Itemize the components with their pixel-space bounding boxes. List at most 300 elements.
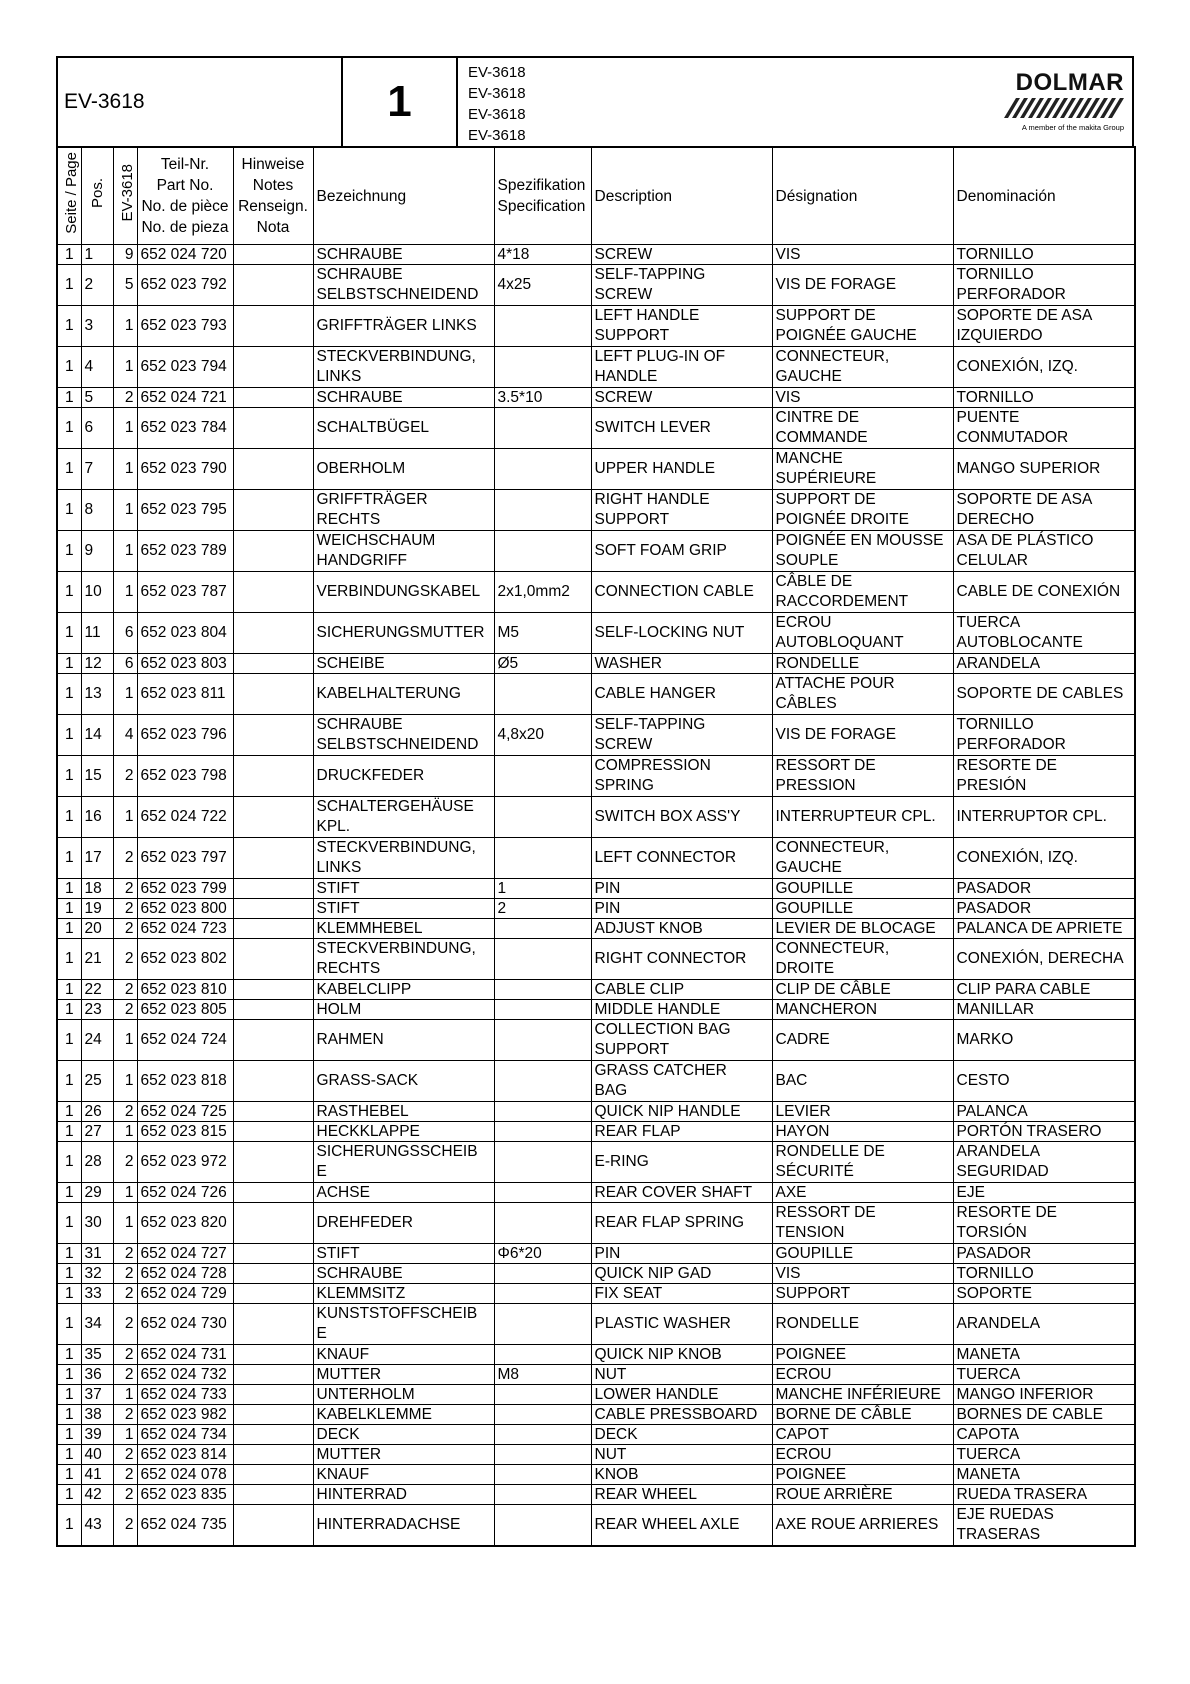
- col-qty: EV-3618: [113, 147, 137, 245]
- cell-pos: 38: [81, 1405, 113, 1425]
- cell-pos: 36: [81, 1365, 113, 1385]
- cell-page: 1: [57, 1122, 81, 1142]
- cell-denominacion: CLIP PARA CABLE: [953, 980, 1135, 1000]
- cell-description: REAR WHEEL: [591, 1485, 772, 1505]
- table-row: [57, 1020, 1135, 1061]
- cell-part-no: 652 024 731: [137, 1345, 233, 1365]
- logo-stripes-icon: [1000, 96, 1124, 120]
- cell-pos: 32: [81, 1264, 113, 1284]
- table-row: [57, 1445, 1135, 1465]
- cell-bezeichnung: STECKVERBINDUNG, LINKS: [313, 838, 494, 879]
- cell-bezeichnung: KNAUF: [313, 1465, 494, 1485]
- cell-notes: [233, 1345, 313, 1365]
- cell-bezeichnung: KABELKLEMME: [313, 1405, 494, 1425]
- cell-denominacion: INTERRUPTOR CPL.: [953, 797, 1135, 838]
- table-row: [57, 1465, 1135, 1485]
- cell-notes: [233, 1505, 313, 1547]
- cell-bezeichnung: GRASS-SACK: [313, 1061, 494, 1102]
- cell-denominacion: CABLE DE CONEXIÓN: [953, 572, 1135, 613]
- cell-pos: 40: [81, 1445, 113, 1465]
- cell-pos: 18: [81, 879, 113, 899]
- cell-spec: 1: [494, 879, 591, 899]
- cell-designation: HAYON: [772, 1122, 953, 1142]
- cell-designation: SUPPORT: [772, 1284, 953, 1304]
- cell-bezeichnung: DECK: [313, 1425, 494, 1445]
- cell-description: REAR FLAP SPRING: [591, 1203, 772, 1244]
- cell-notes: [233, 347, 313, 388]
- cell-qty: 1: [113, 1183, 137, 1203]
- cell-page: 1: [57, 490, 81, 531]
- cell-denominacion: TORNILLO: [953, 245, 1135, 265]
- table-row: [57, 1244, 1135, 1264]
- cell-page: 1: [57, 879, 81, 899]
- cell-spec: [494, 449, 591, 490]
- table-row: [57, 531, 1135, 572]
- cell-denominacion: TUERCA: [953, 1445, 1135, 1465]
- cell-page: 1: [57, 980, 81, 1000]
- cell-bezeichnung: UNTERHOLM: [313, 1385, 494, 1405]
- cell-notes: [233, 1445, 313, 1465]
- cell-qty: 2: [113, 899, 137, 919]
- cell-description: LEFT CONNECTOR: [591, 838, 772, 879]
- cell-spec: [494, 1000, 591, 1020]
- cell-notes: [233, 1485, 313, 1505]
- cell-page: 1: [57, 1345, 81, 1365]
- parts-list-sheet: [56, 56, 1134, 1547]
- cell-description: E-RING: [591, 1142, 772, 1183]
- table-row: [57, 1405, 1135, 1425]
- cell-denominacion: TUERCA: [953, 1365, 1135, 1385]
- cell-description: SWITCH BOX ASS'Y: [591, 797, 772, 838]
- cell-bezeichnung: KLEMMHEBEL: [313, 919, 494, 939]
- col-bezeichnung: Bezeichnung: [313, 147, 494, 245]
- cell-designation: GOUPILLE: [772, 899, 953, 919]
- cell-spec: [494, 1445, 591, 1465]
- cell-pos: 27: [81, 1122, 113, 1142]
- table-row: [57, 1365, 1135, 1385]
- cell-notes: [233, 1425, 313, 1445]
- table-row: [57, 449, 1135, 490]
- cell-page: 1: [57, 1405, 81, 1425]
- cell-designation: AXE: [772, 1183, 953, 1203]
- cell-designation: LEVIER: [772, 1102, 953, 1122]
- cell-spec: [494, 919, 591, 939]
- cell-description: KNOB: [591, 1465, 772, 1485]
- cell-spec: 3.5*10: [494, 388, 591, 408]
- cell-part-no: 652 024 727: [137, 1244, 233, 1264]
- cell-spec: 2: [494, 899, 591, 919]
- cell-designation: ATTACHE POUR CÂBLES: [772, 674, 953, 715]
- cell-qty: 2: [113, 879, 137, 899]
- cell-denominacion: PASADOR: [953, 879, 1135, 899]
- model-title: EV-3618: [58, 58, 343, 146]
- table-row: [57, 879, 1135, 899]
- cell-notes: [233, 1203, 313, 1244]
- cell-notes: [233, 838, 313, 879]
- cell-description: SELF-LOCKING NUT: [591, 613, 772, 654]
- cell-page: 1: [57, 797, 81, 838]
- cell-part-no: 652 024 728: [137, 1264, 233, 1284]
- table-row: [57, 1264, 1135, 1284]
- cell-denominacion: ARANDELA: [953, 654, 1135, 674]
- cell-description: DECK: [591, 1425, 772, 1445]
- cell-page: 1: [57, 939, 81, 980]
- model-item: EV-3618: [468, 85, 526, 102]
- cell-designation: RONDELLE DE SÉCURITÉ: [772, 1142, 953, 1183]
- cell-designation: VIS: [772, 245, 953, 265]
- cell-pos: 12: [81, 654, 113, 674]
- cell-qty: 2: [113, 980, 137, 1000]
- table-row: [57, 797, 1135, 838]
- col-notes: Hinweise Notes Renseign. Nota: [233, 147, 313, 245]
- cell-part-no: 652 024 720: [137, 245, 233, 265]
- col-denominacion: Denominación: [953, 147, 1135, 245]
- cell-bezeichnung: VERBINDUNGSKABEL: [313, 572, 494, 613]
- cell-description: FIX SEAT: [591, 1284, 772, 1304]
- model-list: [458, 58, 526, 146]
- cell-part-no: 652 023 790: [137, 449, 233, 490]
- cell-designation: CLIP DE CÂBLE: [772, 980, 953, 1000]
- cell-description: COLLECTION BAG SUPPORT: [591, 1020, 772, 1061]
- cell-denominacion: PALANCA DE APRIETE: [953, 919, 1135, 939]
- cell-pos: 30: [81, 1203, 113, 1244]
- cell-designation: VIS DE FORAGE: [772, 715, 953, 756]
- cell-page: 1: [57, 1385, 81, 1405]
- cell-bezeichnung: WEICHSCHAUM HANDGRIFF: [313, 531, 494, 572]
- cell-part-no: 652 023 796: [137, 715, 233, 756]
- cell-qty: 1: [113, 449, 137, 490]
- cell-pos: 19: [81, 899, 113, 919]
- cell-description: SOFT FOAM GRIP: [591, 531, 772, 572]
- cell-page: 1: [57, 347, 81, 388]
- cell-page: 1: [57, 408, 81, 449]
- table-row: [57, 572, 1135, 613]
- cell-pos: 7: [81, 449, 113, 490]
- cell-description: LEFT HANDLE SUPPORT: [591, 306, 772, 347]
- cell-denominacion: EJE: [953, 1183, 1135, 1203]
- table-row: [57, 1000, 1135, 1020]
- cell-qty: 6: [113, 613, 137, 654]
- cell-bezeichnung: OBERHOLM: [313, 449, 494, 490]
- table-row: [57, 838, 1135, 879]
- cell-page: 1: [57, 1020, 81, 1061]
- page-number: 1: [343, 58, 458, 146]
- cell-designation: RESSORT DE TENSION: [772, 1203, 953, 1244]
- cell-pos: 9: [81, 531, 113, 572]
- dolmar-logo: [994, 58, 1132, 146]
- table-row: [57, 899, 1135, 919]
- cell-bezeichnung: HOLM: [313, 1000, 494, 1020]
- cell-notes: [233, 879, 313, 899]
- cell-description: CABLE PRESSBOARD: [591, 1405, 772, 1425]
- cell-designation: RESSORT DE PRESSION: [772, 756, 953, 797]
- cell-notes: [233, 1183, 313, 1203]
- cell-designation: MANCHERON: [772, 1000, 953, 1020]
- cell-spec: [494, 797, 591, 838]
- cell-denominacion: RUEDA TRASERA: [953, 1485, 1135, 1505]
- cell-description: PIN: [591, 879, 772, 899]
- cell-qty: 4: [113, 715, 137, 756]
- cell-spec: 4*18: [494, 245, 591, 265]
- cell-denominacion: MANETA: [953, 1465, 1135, 1485]
- cell-pos: 14: [81, 715, 113, 756]
- cell-description: WASHER: [591, 654, 772, 674]
- cell-bezeichnung: MUTTER: [313, 1445, 494, 1465]
- cell-part-no: 652 023 799: [137, 879, 233, 899]
- cell-qty: 1: [113, 490, 137, 531]
- cell-description: CONNECTION CABLE: [591, 572, 772, 613]
- cell-pos: 28: [81, 1142, 113, 1183]
- cell-pos: 1: [81, 245, 113, 265]
- cell-part-no: 652 024 723: [137, 919, 233, 939]
- cell-designation: SUPPORT DE POIGNÉE GAUCHE: [772, 306, 953, 347]
- cell-bezeichnung: STECKVERBINDUNG, LINKS: [313, 347, 494, 388]
- cell-designation: BORNE DE CÂBLE: [772, 1405, 953, 1425]
- table-row: [57, 1061, 1135, 1102]
- table-header-row: [57, 147, 1135, 245]
- cell-notes: [233, 1284, 313, 1304]
- cell-designation: CINTRE DE COMMANDE: [772, 408, 953, 449]
- cell-notes: [233, 572, 313, 613]
- table-row: [57, 939, 1135, 980]
- cell-denominacion: PUENTE CONMUTADOR: [953, 408, 1135, 449]
- cell-description: LOWER HANDLE: [591, 1385, 772, 1405]
- cell-notes: [233, 1465, 313, 1485]
- cell-bezeichnung: ACHSE: [313, 1183, 494, 1203]
- cell-pos: 21: [81, 939, 113, 980]
- cell-page: 1: [57, 572, 81, 613]
- cell-qty: 2: [113, 1244, 137, 1264]
- col-page: Seite / Page: [57, 147, 81, 245]
- cell-designation: VIS: [772, 388, 953, 408]
- table-row: [57, 1102, 1135, 1122]
- cell-description: PIN: [591, 899, 772, 919]
- table-row: [57, 674, 1135, 715]
- cell-spec: 4,8x20: [494, 715, 591, 756]
- cell-spec: [494, 1142, 591, 1183]
- cell-page: 1: [57, 1465, 81, 1485]
- cell-description: UPPER HANDLE: [591, 449, 772, 490]
- cell-denominacion: CESTO: [953, 1061, 1135, 1102]
- table-row: [57, 265, 1135, 306]
- cell-page: 1: [57, 838, 81, 879]
- cell-spec: [494, 1345, 591, 1365]
- cell-spec: 2x1,0mm2: [494, 572, 591, 613]
- cell-designation: ECROU: [772, 1365, 953, 1385]
- cell-part-no: 652 023 789: [137, 531, 233, 572]
- cell-designation: RONDELLE: [772, 1304, 953, 1345]
- cell-denominacion: ASA DE PLÁSTICO CELULAR: [953, 531, 1135, 572]
- table-row: [57, 919, 1135, 939]
- cell-page: 1: [57, 245, 81, 265]
- cell-qty: 2: [113, 1102, 137, 1122]
- cell-part-no: 652 023 787: [137, 572, 233, 613]
- cell-part-no: 652 023 804: [137, 613, 233, 654]
- cell-designation: CAPOT: [772, 1425, 953, 1445]
- cell-denominacion: PASADOR: [953, 899, 1135, 919]
- cell-qty: 2: [113, 1142, 137, 1183]
- cell-qty: 2: [113, 919, 137, 939]
- cell-page: 1: [57, 1485, 81, 1505]
- table-row: [57, 347, 1135, 388]
- cell-part-no: 652 024 732: [137, 1365, 233, 1385]
- cell-designation: ECROU: [772, 1445, 953, 1465]
- cell-denominacion: ARANDELA: [953, 1304, 1135, 1345]
- cell-page: 1: [57, 1505, 81, 1547]
- table-row: [57, 408, 1135, 449]
- table-row: [57, 1284, 1135, 1304]
- cell-qty: 2: [113, 388, 137, 408]
- cell-denominacion: MANILLAR: [953, 1000, 1135, 1020]
- cell-page: 1: [57, 388, 81, 408]
- cell-qty: 2: [113, 939, 137, 980]
- cell-pos: 5: [81, 388, 113, 408]
- cell-pos: 31: [81, 1244, 113, 1264]
- cell-description: CABLE CLIP: [591, 980, 772, 1000]
- cell-qty: 1: [113, 306, 137, 347]
- cell-designation: AXE ROUE ARRIERES: [772, 1505, 953, 1547]
- cell-page: 1: [57, 1142, 81, 1183]
- cell-page: 1: [57, 1425, 81, 1445]
- cell-description: NUT: [591, 1445, 772, 1465]
- cell-pos: 17: [81, 838, 113, 879]
- cell-bezeichnung: MUTTER: [313, 1365, 494, 1385]
- cell-pos: 33: [81, 1284, 113, 1304]
- cell-denominacion: TORNILLO: [953, 388, 1135, 408]
- table-row: [57, 980, 1135, 1000]
- cell-qty: 1: [113, 674, 137, 715]
- table-row: [57, 388, 1135, 408]
- cell-pos: 24: [81, 1020, 113, 1061]
- cell-part-no: 652 024 722: [137, 797, 233, 838]
- cell-bezeichnung: STIFT: [313, 1244, 494, 1264]
- cell-description: REAR FLAP: [591, 1122, 772, 1142]
- table-row: [57, 715, 1135, 756]
- cell-spec: [494, 1385, 591, 1405]
- cell-spec: [494, 838, 591, 879]
- table-row: [57, 1203, 1135, 1244]
- cell-notes: [233, 797, 313, 838]
- cell-notes: [233, 1000, 313, 1020]
- model-item: EV-3618: [468, 64, 526, 81]
- cell-spec: [494, 1102, 591, 1122]
- col-designation: Désignation: [772, 147, 953, 245]
- table-row: [57, 1304, 1135, 1345]
- cell-designation: BAC: [772, 1061, 953, 1102]
- cell-bezeichnung: SICHERUNGSSCHEIB E: [313, 1142, 494, 1183]
- cell-spec: [494, 939, 591, 980]
- cell-description: REAR WHEEL AXLE: [591, 1505, 772, 1547]
- cell-pos: 11: [81, 613, 113, 654]
- cell-page: 1: [57, 1183, 81, 1203]
- cell-denominacion: EJE RUEDAS TRASERAS: [953, 1505, 1135, 1547]
- cell-description: REAR COVER SHAFT: [591, 1183, 772, 1203]
- cell-designation: GOUPILLE: [772, 1244, 953, 1264]
- cell-qty: 2: [113, 1345, 137, 1365]
- cell-denominacion: CONEXIÓN, IZQ.: [953, 838, 1135, 879]
- cell-bezeichnung: KABELCLIPP: [313, 980, 494, 1000]
- cell-description: RIGHT HANDLE SUPPORT: [591, 490, 772, 531]
- cell-part-no: 652 023 794: [137, 347, 233, 388]
- cell-designation: ECROU AUTOBLOQUANT: [772, 613, 953, 654]
- cell-part-no: 652 023 818: [137, 1061, 233, 1102]
- cell-spec: M8: [494, 1365, 591, 1385]
- cell-denominacion: SOPORTE DE CABLES: [953, 674, 1135, 715]
- cell-denominacion: TORNILLO PERFORADOR: [953, 715, 1135, 756]
- cell-bezeichnung: RAHMEN: [313, 1020, 494, 1061]
- cell-qty: 5: [113, 265, 137, 306]
- cell-qty: 2: [113, 1284, 137, 1304]
- cell-page: 1: [57, 1284, 81, 1304]
- cell-pos: 16: [81, 797, 113, 838]
- cell-description: COMPRESSION SPRING: [591, 756, 772, 797]
- cell-part-no: 652 023 795: [137, 490, 233, 531]
- cell-notes: [233, 756, 313, 797]
- cell-qty: 1: [113, 408, 137, 449]
- cell-page: 1: [57, 919, 81, 939]
- cell-designation: INTERRUPTEUR CPL.: [772, 797, 953, 838]
- cell-designation: CADRE: [772, 1020, 953, 1061]
- cell-bezeichnung: DREHFEDER: [313, 1203, 494, 1244]
- cell-description: RIGHT CONNECTOR: [591, 939, 772, 980]
- cell-part-no: 652 024 724: [137, 1020, 233, 1061]
- cell-bezeichnung: STIFT: [313, 899, 494, 919]
- cell-page: 1: [57, 674, 81, 715]
- cell-denominacion: ARANDELA SEGURIDAD: [953, 1142, 1135, 1183]
- cell-spec: [494, 1020, 591, 1061]
- cell-qty: 1: [113, 1122, 137, 1142]
- cell-bezeichnung: SCHRAUBE SELBSTSCHNEIDEND: [313, 715, 494, 756]
- cell-pos: 3: [81, 306, 113, 347]
- cell-page: 1: [57, 1304, 81, 1345]
- cell-notes: [233, 408, 313, 449]
- cell-bezeichnung: KLEMMSITZ: [313, 1284, 494, 1304]
- cell-notes: [233, 939, 313, 980]
- table-row: [57, 1142, 1135, 1183]
- cell-part-no: 652 023 784: [137, 408, 233, 449]
- cell-page: 1: [57, 306, 81, 347]
- cell-notes: [233, 1385, 313, 1405]
- cell-bezeichnung: SCHRAUBE: [313, 388, 494, 408]
- table-row: [57, 1485, 1135, 1505]
- cell-designation: MANCHE SUPÉRIEURE: [772, 449, 953, 490]
- cell-spec: [494, 1465, 591, 1485]
- table-row: [57, 306, 1135, 347]
- cell-pos: 4: [81, 347, 113, 388]
- cell-spec: [494, 674, 591, 715]
- cell-designation: MANCHE INFÉRIEURE: [772, 1385, 953, 1405]
- cell-description: SELF-TAPPING SCREW: [591, 265, 772, 306]
- cell-qty: 2: [113, 838, 137, 879]
- cell-designation: POIGNÉE EN MOUSSE SOUPLE: [772, 531, 953, 572]
- cell-part-no: 652 024 726: [137, 1183, 233, 1203]
- cell-qty: 2: [113, 1304, 137, 1345]
- cell-page: 1: [57, 756, 81, 797]
- cell-part-no: 652 023 815: [137, 1122, 233, 1142]
- cell-bezeichnung: SCHRAUBE SELBSTSCHNEIDEND: [313, 265, 494, 306]
- cell-spec: Ø5: [494, 654, 591, 674]
- cell-pos: 35: [81, 1345, 113, 1365]
- cell-description: SCREW: [591, 245, 772, 265]
- cell-pos: 10: [81, 572, 113, 613]
- cell-notes: [233, 613, 313, 654]
- cell-notes: [233, 1304, 313, 1345]
- cell-page: 1: [57, 1445, 81, 1465]
- cell-spec: [494, 1485, 591, 1505]
- cell-part-no: 652 023 814: [137, 1445, 233, 1465]
- cell-spec: [494, 1405, 591, 1425]
- table-row: [57, 756, 1135, 797]
